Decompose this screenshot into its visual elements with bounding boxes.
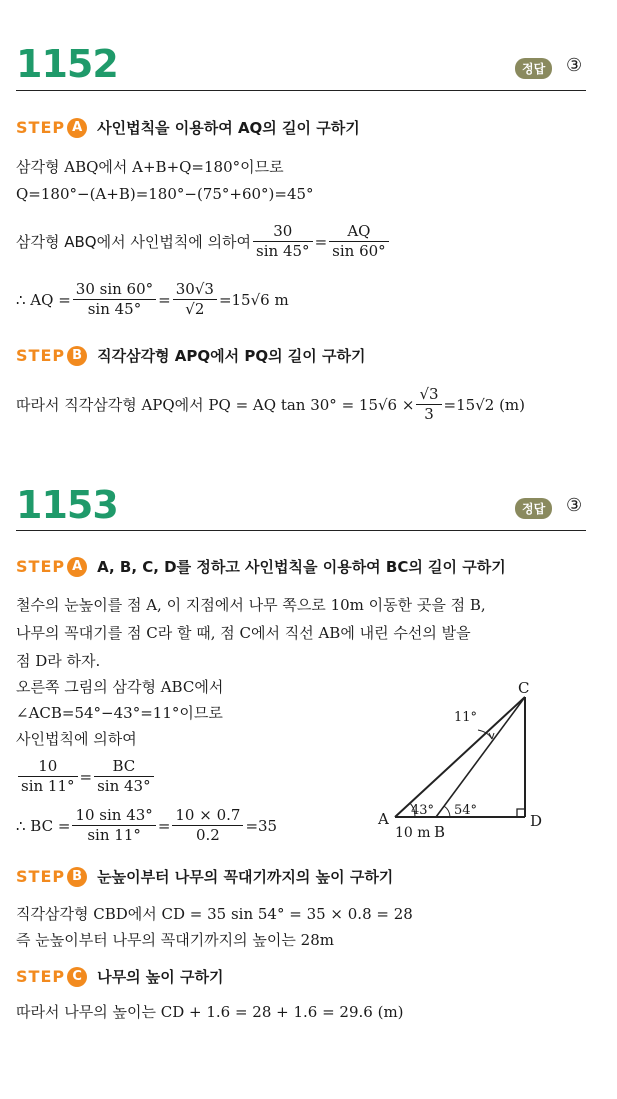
equals: = — [157, 816, 171, 835]
angle-b-label: 54° — [454, 803, 478, 818]
problem-number: 1152 — [16, 42, 118, 86]
result: =35 — [245, 816, 278, 835]
pq-result — [16, 385, 525, 424]
fraction: $\frac{10 \sin 43^\circ}{\sin 11^\circ}$ — [72, 806, 155, 845]
solution-line: 철수의 눈높이를 점 A, 이 지점에서 나무 쪽으로 10m 이동한 곳을 점 B, — [16, 596, 486, 614]
aq-result — [16, 280, 289, 319]
solution-line: 직각삼각형 CBD에서 CD = 35 sin 54° = 35 × 0.8 = 28 — [16, 905, 413, 923]
fraction: $\frac{10 \times 0.7}{0.2}$ — [172, 806, 243, 845]
equals: = — [158, 290, 171, 309]
step-c-header — [16, 966, 223, 987]
solution-line: Q=180°−(A+B)=180°−(75°+60°)=45° — [16, 185, 314, 203]
step-label: STEP — [16, 118, 66, 137]
angle-a-label: 43° — [411, 803, 435, 818]
divider — [16, 530, 586, 531]
step-b-header — [16, 345, 365, 366]
fraction: $\frac{√3}{3}$ — [416, 385, 441, 424]
step-a-header — [16, 117, 360, 138]
equation-text: 따라서 직각삼각형 APQ에서 PQ = AQ tan 30° = 15√6 × — [16, 396, 415, 414]
label-b: B — [434, 823, 446, 841]
answer-badge: 정답 — [515, 58, 552, 79]
solution-line: 점 D라 하자. — [16, 652, 101, 670]
step-title: 눈높이부터 나무의 꼭대기까지의 높이 구하기 — [97, 868, 394, 886]
step-letter: A — [67, 118, 87, 138]
fraction: $\frac{30}{\sin 45^\circ}$ — [253, 222, 313, 261]
step-label: STEP — [16, 346, 66, 365]
step-label: STEP — [16, 867, 66, 886]
line-bc — [436, 697, 525, 817]
problem-number: 1153 — [16, 483, 118, 527]
bc-result — [16, 806, 277, 845]
step-letter: B — [67, 867, 87, 887]
equals: = — [314, 232, 328, 251]
solution-line: 사인법칙에 의하여 — [16, 730, 137, 748]
label-c: C — [518, 679, 530, 697]
step-letter: B — [67, 346, 87, 366]
answer-value: ③ — [566, 495, 583, 516]
solution-line: 즉 눈높이부터 나무의 꼭대기까지의 높이는 28m — [16, 931, 334, 949]
divider — [16, 90, 586, 91]
equation-text: ∴ AQ = — [16, 290, 71, 309]
answer-value: ③ — [566, 55, 583, 76]
sine-law-equation — [16, 222, 391, 261]
step-title: A, B, C, D를 정하고 사인법칙을 이용하여 BC의 길이 구하기 — [97, 558, 506, 576]
result: =15√6 m — [218, 290, 289, 309]
equation-text: ∴ BC = — [16, 816, 71, 835]
answer-badge: 정답 — [515, 498, 552, 519]
distance-label: 10 m — [395, 825, 431, 841]
label-d: D — [530, 812, 543, 830]
solution-line: 삼각형 ABQ에서 A+B+Q=180°이므로 — [16, 158, 284, 176]
fraction: $\frac{30 \sin 60^\circ}{\sin 45^\circ}$ — [73, 280, 156, 319]
fraction: $\frac{30√3}{√2}$ — [173, 280, 217, 319]
solution-line: ∠ACB=54°−43°=11°이므로 — [16, 704, 223, 722]
step-title: 사인법칙을 이용하여 AQ의 길이 구하기 — [97, 119, 360, 137]
equals: = — [79, 767, 93, 786]
step-b-header — [16, 866, 393, 887]
step-letter: A — [67, 557, 87, 577]
solution-line: 나무의 꼭대기를 점 C라 할 때, 점 C에서 직선 AB에 내린 수선의 발을 — [16, 624, 471, 642]
fraction: $\frac{AQ}{\sin 60^\circ}$ — [329, 222, 389, 261]
angle-top-label: 11° — [454, 710, 478, 725]
angle-b-arc — [444, 806, 450, 817]
step-title: 직각삼각형 APQ에서 PQ의 길이 구하기 — [97, 347, 366, 365]
step-title: 나무의 높이 구하기 — [97, 968, 224, 986]
step-label: STEP — [16, 967, 66, 986]
result: =15√2 (m) — [443, 395, 525, 414]
sine-law-equation — [16, 757, 156, 796]
step-label: STEP — [16, 557, 66, 576]
fraction: $\frac{10}{\sin 11^\circ}$ — [18, 757, 78, 796]
solution-line: 따라서 나무의 높이는 CD + 1.6 = 28 + 1.6 = 29.6 (m) — [16, 1003, 404, 1021]
fraction: $\frac{BC}{\sin 43^\circ}$ — [94, 757, 154, 796]
solution-line: 오른쪽 그림의 삼각형 ABC에서 — [16, 678, 224, 696]
right-angle-mark — [517, 809, 525, 817]
step-letter: C — [67, 967, 87, 987]
equation-text: 삼각형 ABQ에서 사인법칙에 의하여 — [16, 233, 252, 251]
label-a: A — [378, 810, 389, 828]
step-a-header — [16, 556, 506, 577]
triangle-figure — [370, 675, 560, 845]
